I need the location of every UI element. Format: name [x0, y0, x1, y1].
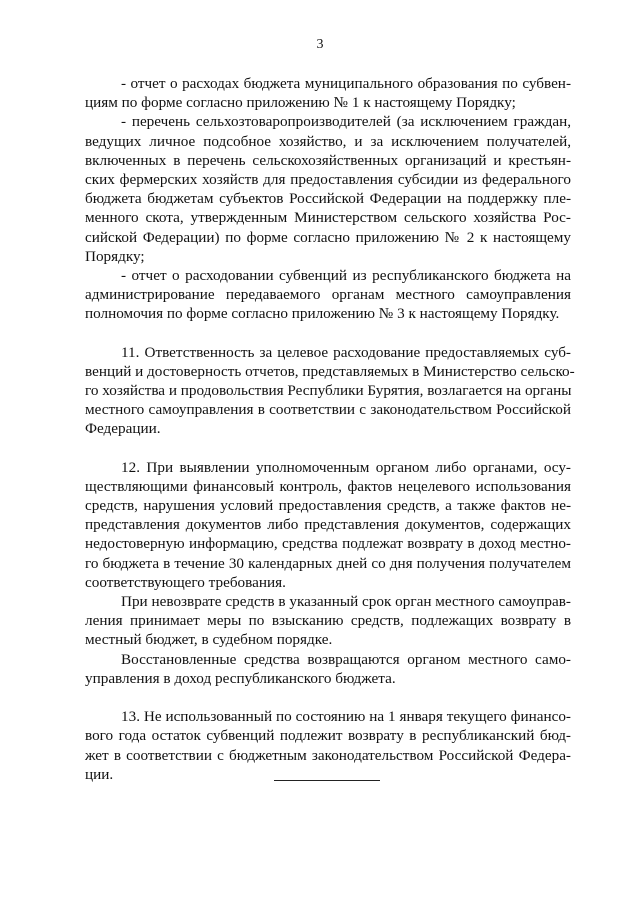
text-line: Порядку;: [85, 247, 145, 265]
document-body: [85, 74, 575, 784]
text-line: При невозврате средств в указанный срок орган местного самоуправ-: [121, 593, 571, 611]
text-line: циям по форме согласно приложению № 1 к настоящему Порядку;: [85, 94, 516, 112]
paragraph: [85, 650, 571, 688]
text-line: го хозяйства и продовольствия Республики Бурятия, возлагается на органы: [85, 382, 572, 400]
text-line: сийской Федерации) по форме согласно приложению № 2 к настоящему: [85, 228, 571, 246]
text-line: включенных в перечень сельскохозяйственных организаций и крестьян-: [85, 151, 571, 169]
closing-rule: [274, 780, 380, 781]
text-line: 13. Не использованный по состоянию на 1 января текущего финансо-: [121, 708, 571, 726]
text-line: - отчет о расходах бюджета муниципального образования по субвен-: [121, 75, 571, 92]
text-line: ции.: [85, 765, 114, 783]
text-line: соответствующего требования.: [85, 573, 286, 591]
page-number: 3: [316, 37, 324, 52]
text-line: бюджета бюджетам субъектов Российской Федерации на поддержку пле-: [85, 190, 571, 208]
paragraph: [85, 112, 571, 266]
text-line: Федерации.: [85, 420, 161, 438]
text-line: - перечень сельхозтоваропроизводителей (за исключением граждан,: [121, 113, 571, 131]
text-line: - отчет о расходовании субвенций из республиканского бюджета на: [121, 267, 571, 285]
text-line: Восстановленные средства возвращаются органом местного само-: [121, 650, 571, 668]
text-line: управления в доход республиканского бюджета.: [85, 669, 396, 687]
text-line: полномочия по форме согласно приложению № 3 к настоящему Порядку.: [85, 305, 560, 323]
text-line: местного самоуправления в соответствии с законодательством Российской: [85, 401, 571, 419]
text-line: венций и достоверность отчетов, представляемых в Министерство сельско-: [85, 362, 575, 380]
text-line: администрирование передаваемого органам местного самоуправления: [85, 286, 571, 304]
text-line: 11. Ответственность за целевое расходование предоставляемых суб-: [121, 343, 571, 361]
text-line: ских фермерских хозяйств для предоставления субсидии из федерального: [85, 171, 571, 189]
text-line: ведущих личное подсобное хозяйство, и за исключением получателей,: [85, 132, 571, 150]
text-line: вого года остаток субвенций подлежит возврату в республиканский бюд-: [85, 727, 571, 745]
text-line: недостоверную информацию, средства подлежат возврату в доход местно-: [85, 535, 571, 553]
paragraph-gap: [85, 688, 571, 707]
paragraph: [85, 266, 571, 324]
paragraph-gap: [85, 439, 571, 458]
text-line: 12. При выявлении уполномоченным органом либо органами, осу-: [121, 458, 571, 476]
paragraph-gap: [85, 324, 571, 343]
text-line: представления документов либо представления документов, содержащих: [85, 516, 571, 534]
text-line: менного скота, утвержденным Министерством сельского хозяйства Рос-: [85, 209, 571, 227]
text-line: местный бюджет, в судебном порядке.: [85, 631, 333, 649]
paragraph: [85, 592, 571, 650]
text-line: го бюджета в течение 30 календарных дней со дня получения получателем: [85, 554, 571, 572]
text-line: ления принимает меры по взысканию средств, подлежащих возврату в: [85, 612, 571, 630]
paragraph: [85, 458, 571, 592]
paragraph: [85, 74, 571, 112]
text-line: жет в соответствии с бюджетным законодательством Российской Федера-: [85, 746, 571, 764]
paragraph: [85, 707, 571, 784]
paragraph: [85, 343, 575, 439]
text-line: средств, нарушения условий предоставления средств, а также фактов не-: [85, 497, 571, 515]
text-line: ществляющими финансовый контроль, фактов нецелевого использования: [85, 477, 571, 495]
